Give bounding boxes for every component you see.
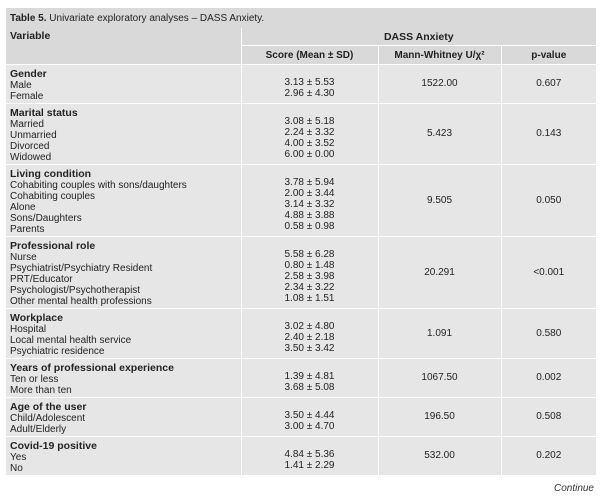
header-row-top bbox=[6, 28, 596, 45]
statistic-value: 1.091 bbox=[378, 308, 501, 358]
table-row bbox=[6, 64, 596, 103]
results-table bbox=[6, 28, 596, 475]
category-label: Psychiatrist/Psychiatry Resident bbox=[10, 262, 153, 274]
score-value: 2.96 ± 4.30 bbox=[284, 87, 335, 99]
group-title: Professional role bbox=[10, 239, 96, 252]
variable-cell bbox=[6, 358, 241, 397]
score-value: 3.14 ± 3.32 bbox=[284, 198, 335, 210]
statistic-value: 20.291 bbox=[378, 236, 501, 308]
p-value: <0.001 bbox=[501, 236, 596, 308]
group-title: Living condition bbox=[10, 167, 92, 180]
category-label: Unmarried bbox=[10, 129, 57, 141]
category-label: Psychiatric residence bbox=[10, 345, 105, 357]
category-label: Cohabiting couples bbox=[10, 190, 96, 202]
score-value: 2.40 ± 2.18 bbox=[284, 331, 335, 343]
category-label: Hospital bbox=[10, 323, 47, 335]
category-label: Female bbox=[10, 90, 44, 102]
p-value: 0.508 bbox=[501, 397, 596, 436]
table-number: Table 5. bbox=[10, 13, 47, 24]
p-value-header: p-value bbox=[501, 45, 596, 64]
category-label: Widowed bbox=[10, 151, 52, 163]
table-row bbox=[6, 236, 596, 308]
score-value: 4.84 ± 5.36 bbox=[284, 448, 335, 460]
score-value: 3.00 ± 4.70 bbox=[284, 420, 335, 432]
score-value: 2.00 ± 3.44 bbox=[284, 187, 335, 199]
variable-cell bbox=[6, 164, 241, 236]
category-label: Child/Adolescent bbox=[10, 412, 86, 424]
category-label: Psychologist/Psychotherapist bbox=[10, 284, 141, 296]
statistic-value: 532.00 bbox=[378, 436, 501, 475]
score-cell bbox=[241, 397, 378, 436]
score-value: 2.58 ± 3.98 bbox=[284, 270, 335, 282]
p-value: 0.143 bbox=[501, 103, 596, 164]
table-row bbox=[6, 164, 596, 236]
table-row bbox=[6, 358, 596, 397]
variable-cell bbox=[6, 103, 241, 164]
table-title: Univariate exploratory analyses – DASS Anxiety. bbox=[49, 13, 265, 24]
score-value: 1.39 ± 4.81 bbox=[284, 370, 335, 382]
group-title: Marital status bbox=[10, 106, 78, 119]
continue-note: Continue bbox=[553, 483, 594, 494]
category-label: Ten or less bbox=[10, 373, 59, 385]
category-label: Other mental health professions bbox=[10, 295, 152, 307]
table-caption bbox=[6, 8, 596, 28]
statistic-value: 1067.50 bbox=[378, 358, 501, 397]
category-label: Nurse bbox=[10, 251, 37, 263]
score-cell bbox=[241, 236, 378, 308]
group-title: Gender bbox=[10, 67, 47, 80]
category-label: More than ten bbox=[10, 384, 72, 396]
table-row bbox=[6, 436, 596, 475]
category-label: Yes bbox=[10, 451, 27, 463]
variable-cell bbox=[6, 308, 241, 358]
category-label: Sons/Daughters bbox=[10, 212, 82, 224]
score-value: 5.58 ± 6.28 bbox=[284, 248, 335, 260]
score-cell bbox=[241, 436, 378, 475]
score-value: 0.80 ± 1.48 bbox=[284, 259, 335, 271]
category-label: Parents bbox=[10, 223, 45, 235]
variable-cell bbox=[6, 436, 241, 475]
score-value: 4.88 ± 3.88 bbox=[284, 209, 335, 221]
category-label: Male bbox=[10, 79, 32, 91]
p-value: 0.580 bbox=[501, 308, 596, 358]
group-title: Years of professional experience bbox=[10, 361, 174, 374]
statistic-value: 5.423 bbox=[378, 103, 501, 164]
dass-anxiety-header: DASS Anxiety bbox=[241, 28, 596, 45]
score-value: 3.13 ± 5.53 bbox=[284, 76, 335, 88]
score-cell bbox=[241, 103, 378, 164]
score-value: 6.00 ± 0.00 bbox=[284, 148, 335, 160]
score-value: 1.41 ± 2.29 bbox=[284, 459, 335, 471]
category-label: PRT/Educator bbox=[10, 273, 73, 285]
score-value: 0.58 ± 0.98 bbox=[284, 220, 335, 232]
score-cell bbox=[241, 164, 378, 236]
score-value: 3.02 ± 4.80 bbox=[284, 320, 335, 332]
category-label: Local mental health service bbox=[10, 334, 132, 346]
variable-cell bbox=[6, 236, 241, 308]
statistic-value: 9.505 bbox=[378, 164, 501, 236]
variable-header: Variable bbox=[6, 28, 241, 64]
score-header: Score (Mean ± SD) bbox=[241, 45, 378, 64]
group-title: Age of the user bbox=[10, 400, 87, 413]
table-row bbox=[6, 308, 596, 358]
score-value: 4.00 ± 3.52 bbox=[284, 137, 335, 149]
table-body bbox=[6, 64, 596, 475]
variable-cell bbox=[6, 397, 241, 436]
table-row bbox=[6, 397, 596, 436]
category-label: Cohabiting couples with sons/daughters bbox=[10, 179, 187, 191]
score-value: 3.08 ± 5.18 bbox=[284, 115, 335, 127]
p-value: 0.002 bbox=[501, 358, 596, 397]
score-value: 3.78 ± 5.94 bbox=[284, 176, 335, 188]
group-title: Workplace bbox=[10, 311, 63, 324]
score-cell bbox=[241, 64, 378, 103]
score-cell bbox=[241, 358, 378, 397]
category-label: Married bbox=[10, 118, 44, 130]
score-value: 3.50 ± 3.42 bbox=[284, 342, 335, 354]
statistic-value: 1522.00 bbox=[378, 64, 501, 103]
score-value: 1.08 ± 1.51 bbox=[284, 292, 335, 304]
category-label: No bbox=[10, 462, 23, 474]
statistic-value: 196.50 bbox=[378, 397, 501, 436]
table-container bbox=[6, 8, 596, 475]
score-cell bbox=[241, 308, 378, 358]
p-value: 0.202 bbox=[501, 436, 596, 475]
table-row bbox=[6, 103, 596, 164]
score-value: 2.34 ± 3.22 bbox=[284, 281, 335, 293]
category-label: Alone bbox=[10, 201, 36, 213]
category-label: Adult/Elderly bbox=[10, 423, 67, 435]
mann-whitney-header: Mann-Whitney U/χ² bbox=[378, 45, 501, 64]
p-value: 0.607 bbox=[501, 64, 596, 103]
score-value: 3.68 ± 5.08 bbox=[284, 381, 335, 393]
score-value: 2.24 ± 3.32 bbox=[284, 126, 335, 138]
score-value: 3.50 ± 4.44 bbox=[284, 409, 335, 421]
variable-cell bbox=[6, 64, 241, 103]
p-value: 0.050 bbox=[501, 164, 596, 236]
category-label: Divorced bbox=[10, 140, 50, 152]
group-title: Covid-19 positive bbox=[10, 439, 97, 452]
